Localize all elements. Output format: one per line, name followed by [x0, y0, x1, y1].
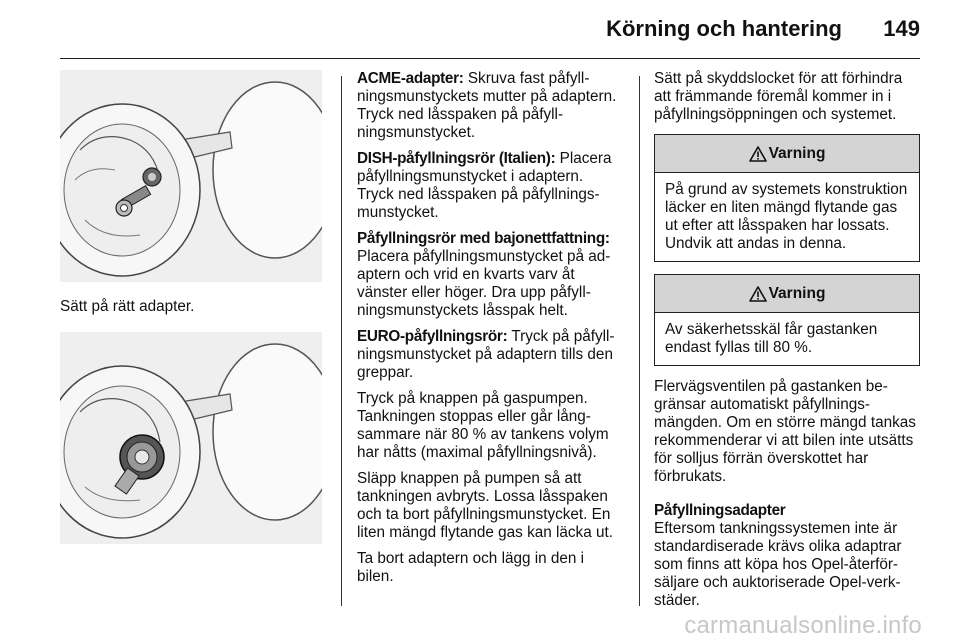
protective-cap-paragraph: Sätt på skyddslocket för att förhindra att främmande föremål kommer in i påfyllningsöppningen och systemet.: [654, 70, 903, 123]
multivalve-paragraph: Flervägsventilen på gastanken begränsar automatiskt påfyllningsmängden. Om en större mängd tankas rekommenderar vi att bilen inte utsätts för solljus förrän överskottet har förbrukats.: [654, 378, 916, 485]
figure-caption: Sätt på rätt adapter.: [60, 298, 195, 315]
warning-title-1: Varning: [768, 144, 826, 162]
pump-paragraph: Tryck på knappen på gaspumpen. Tankningen stoppas eller går långsammare när 80 % av tankens volym har nåtts (maximal påfyllningsnivå).: [357, 390, 609, 461]
fuel-filler-illustration-2: [60, 332, 322, 544]
column-3: [654, 70, 920, 618]
warning-title-2: Varning: [768, 284, 826, 302]
remove-adapter-paragraph: Ta bort adaptern och lägg in den i bilen.: [357, 550, 585, 585]
warning-body-1: På grund av systemets konstruktion läcker en liten mängd flytande gas ut efter att låsspaken har lossats. Undvik att andas in denna.: [665, 181, 908, 252]
filling-adapter-paragraph: Eftersom tankningssystemen inte är standardiserade krävs olika adaptrar som finns att köpa hos Opel-återförsäljare och auktoriserade Opel-verkstäder.: [654, 520, 902, 609]
fuel-filler-figure-open: [60, 70, 322, 282]
column-divider-2: [639, 76, 640, 606]
warning-triangle-icon: [749, 146, 767, 162]
bayonet-lead: Påfyllningsrör med bajonettfattning:: [357, 230, 610, 247]
column-1: [60, 70, 322, 544]
euro-text: Tryck på påfyllningsmunstycket på adaptern tills den greppar.: [357, 328, 615, 381]
page-header: [0, 0, 960, 60]
warning-box-1: [654, 134, 920, 262]
euro-paragraph: [357, 328, 623, 382]
dish-lead: DISH-påfyllningsrör (Italien):: [357, 150, 556, 167]
page-number: 149: [883, 16, 920, 41]
fuel-filler-figure-adapter: [60, 332, 322, 544]
filling-adapter-heading: Påfyllningsadapter: [654, 502, 786, 519]
bayonet-paragraph: [357, 230, 623, 320]
page-title: Körning och hantering: [606, 16, 842, 41]
bayonet-text: Placera påfyllningsmunstycket på adaptern och vrid en kvarts varv åt vänster eller höger. Dra upp påfyllningsmunstyckets låsspak helt.: [357, 248, 611, 319]
release-paragraph: Släpp knappen på pumpen så att tankningen avbryts. Lossa låsspaken och ta bort påfyllningsmunstycket. En liten mängd flytande gas kan läcka ut.: [357, 470, 613, 541]
warning-box-2: [654, 274, 920, 366]
warning-body-2: Av säkerhetsskäl får gastanken endast fyllas till 80 %.: [665, 321, 878, 356]
watermark: carmanualsonline.info: [684, 612, 922, 639]
dish-paragraph: [357, 150, 623, 222]
column-divider-1: [341, 76, 342, 606]
euro-lead: EURO-påfyllningsrör:: [357, 328, 508, 345]
header-rule: [60, 58, 920, 59]
column-2: [357, 70, 623, 594]
acme-adapter-paragraph: [357, 70, 623, 142]
warning-triangle-icon: [749, 286, 767, 302]
fuel-filler-illustration-1: [60, 70, 322, 282]
dish-text: Placera påfyllningsmunstycket i adaptern. Tryck ned låsspaken på påfyllningsmunstycket.: [357, 150, 612, 221]
warning-header-1: [655, 135, 919, 173]
acme-adapter-lead: ACME-adapter:: [357, 70, 464, 87]
acme-adapter-text: Skruva fast påfyllningsmunstyckets mutter på adaptern. Tryck ned låsspaken på påfyllningsmunstycket.: [357, 70, 617, 141]
warning-header-2: [655, 275, 919, 313]
